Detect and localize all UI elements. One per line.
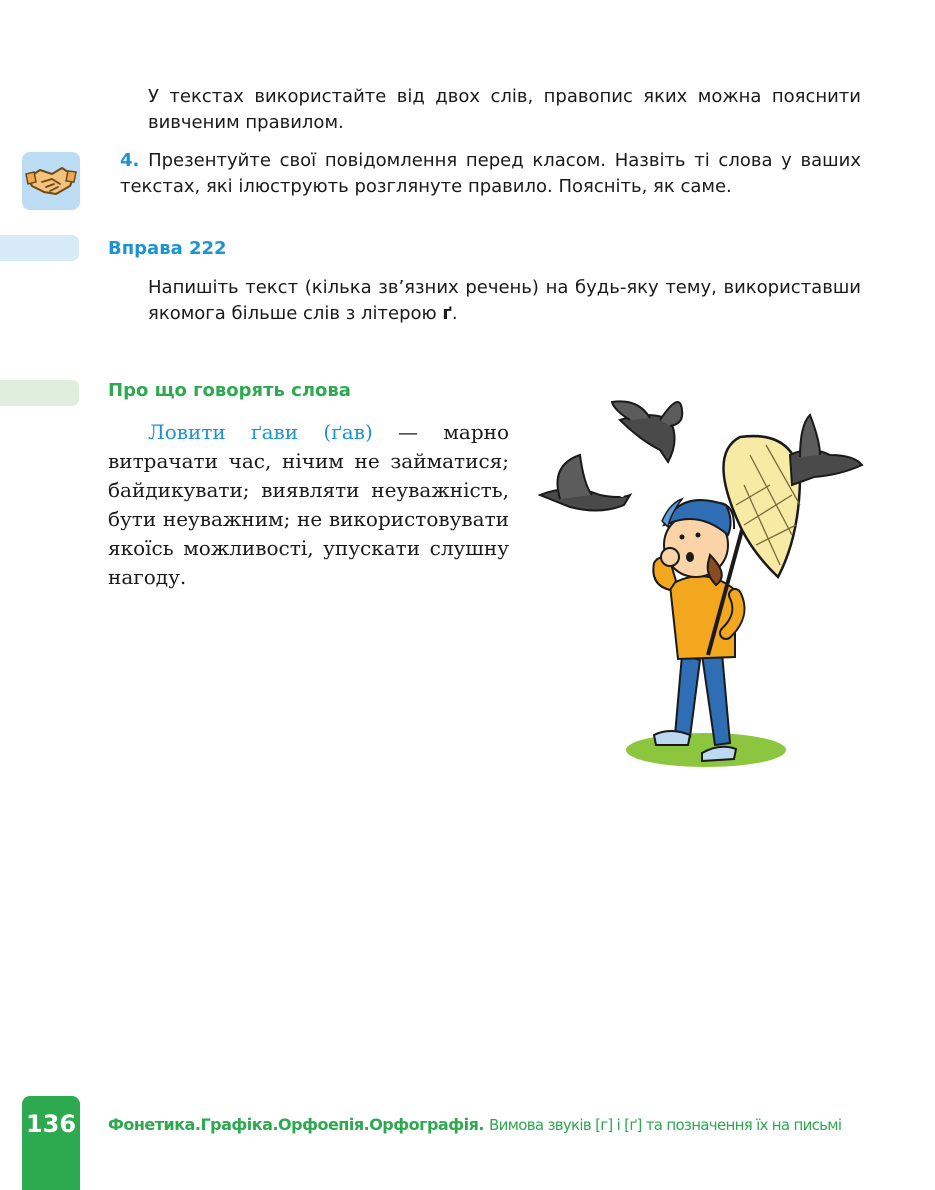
words-side-tab [0,380,79,406]
idiom-meaning: — марно витрачати час, нічим не займатися; байдикувати; виявляти неуважність, бути неуважним; не використовувати якоїсь можливості, упускати слушну нагоду. [108,420,510,589]
idiom-definition [108,418,509,592]
handshake-icon [22,152,80,210]
page-number: 136 [25,1110,77,1138]
crow-left [540,455,630,511]
exercise-side-tab [0,235,79,261]
task-text: Презентуйте свої повідомлення перед класом. Назвіть ті слова у ваших текстах, які ілюструють розглянуте правило. Поясніть, як саме. [120,150,861,197]
idiom-phrase: Ловити ґави (ґав) [148,420,373,444]
footer-section: Фонетика.Графіка.Орфоепія.Орфографія. [108,1115,484,1134]
running-footer [108,1115,841,1134]
words-heading: Про що говорять слова [108,380,351,401]
boy-catching-crows-illustration [530,385,870,775]
crow-right [790,415,862,485]
exercise-text-before: Напишіть текст (кілька зв’язних речень) на будь-яку тему, використавши якомога більше слів з літерою [148,277,861,324]
task-number: 4. [120,150,140,171]
exercise-text [148,275,861,327]
crow-top [612,401,682,462]
exercise-text-after: . [451,303,458,324]
intro-paragraph: У текстах використайте від двох слів, правопис яких можна пояснити вивченим правилом. [148,86,861,133]
footer-topic: Вимова звуків [г] і [ґ] та позначення їх на письмі [489,1116,842,1134]
task-4 [120,148,861,200]
exercise-title: Вправа 222 [108,238,227,259]
exercise-letter: ґ [442,303,452,324]
